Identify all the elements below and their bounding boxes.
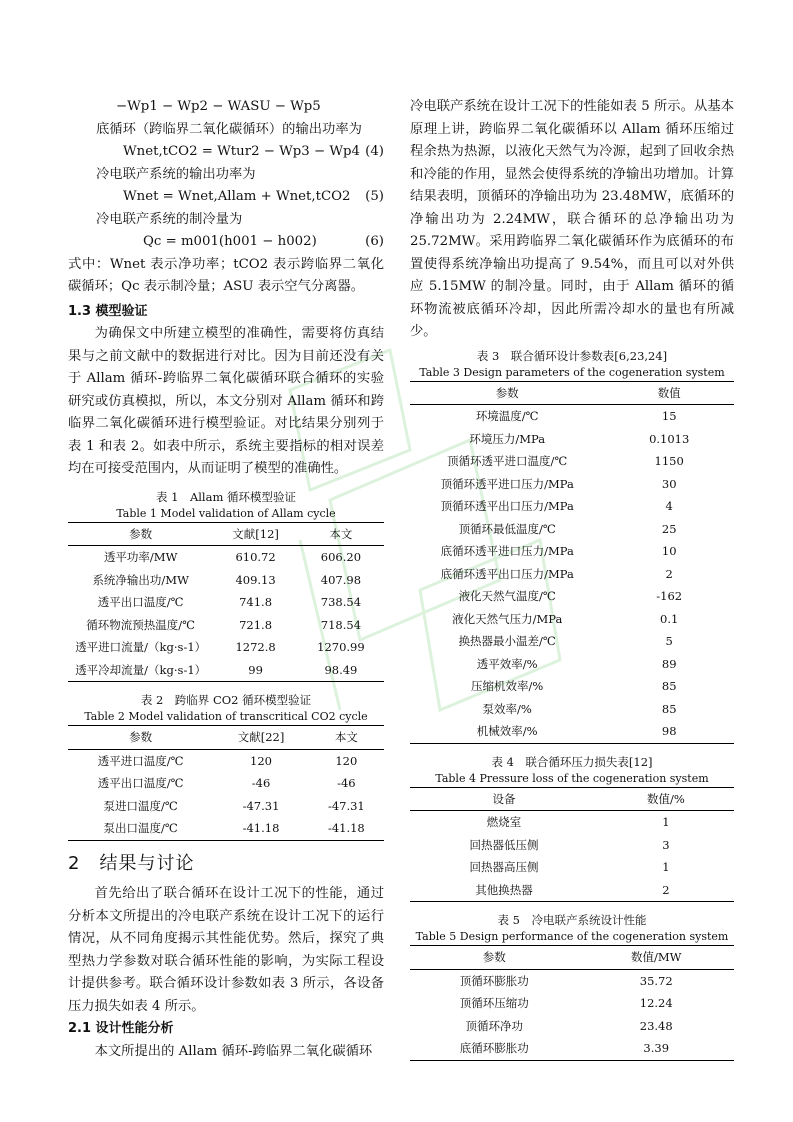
table-1-caption: 表 1 Allam 循环模型验证 xyxy=(155,489,297,504)
section-1-3-text: 为确保文中所建立模型的准确性，需要将仿真结果与之前文献中的数据进行对比。因为目前还没有关于 Allam 循环-跨临界二氧化碳循环联合循环的实验研究或仿真模拟，所以，本文分别对 Allam 循环和跨临界二氧化碳循环进行模型验证。对比结果分别列于表 1 和表 2。如表中所示，系统主要指标的相对误差均在可接受范围内，从而证明了模型的准确性。 xyxy=(68,326,384,476)
table-row: 燃烧室 1 xyxy=(486,815,670,829)
table-row: 液化天然气温度/℃ -162 xyxy=(458,589,683,603)
table-5 xyxy=(410,912,734,1061)
table-header-row: 参数 文献[22] 本文 xyxy=(68,726,384,750)
cogen-output-label: 冷电联产系统的输出功率为 xyxy=(96,166,256,182)
table-1 xyxy=(68,489,384,683)
table-row: 透平功率/MW 610.72 606.20 xyxy=(103,550,362,564)
cogen-cool-label: 冷电联产系统的制冷量为 xyxy=(96,211,243,227)
table-5-caption-en: Table 5 Design performance of the cogeneration system xyxy=(415,930,729,943)
table-header-row: 设备 数值/% xyxy=(410,787,734,811)
table-2-caption: 表 2 跨临界 CO2 循环模型验证 xyxy=(140,693,312,707)
table-header-row: 参数 数值/MW xyxy=(410,946,734,970)
table-row: 透平出口温度/℃ -46 -46 xyxy=(97,776,356,790)
table-row: 底循环透平出口压力/MPa 2 xyxy=(440,566,673,581)
table-row: 透平进口流量/（kg·s-1） 1272.8 1270.99 xyxy=(75,640,365,654)
table-2 xyxy=(68,692,384,841)
equation-5: Wnet = Wnet,Allam + Wnet,tCO2 (5) xyxy=(123,189,384,204)
table-row: 压缩机效率/% 85 xyxy=(471,679,677,693)
table-row: 透平效率/% 89 xyxy=(476,656,677,671)
table-3-grid xyxy=(410,381,734,744)
table-row: 液化天然气压力/MPa 0.1 xyxy=(452,611,679,626)
table-1-grid xyxy=(68,522,384,683)
table-row: 底循环透平进口压力/MPa 10 xyxy=(440,544,677,558)
table-row: 回热器高压侧 1 xyxy=(469,860,670,874)
table-3 xyxy=(410,348,734,744)
table-5-caption: 表 5 冷电联产系统设计性能 xyxy=(497,913,647,927)
table-row: 底循环膨胀功 3.39 xyxy=(410,1037,734,1060)
table-row: 顶循环透平进口压力/MPa 30 xyxy=(440,476,677,491)
section-1-3-title: 1.3 模型验证 xyxy=(68,303,148,319)
right-paragraph: 冷电联产系统在设计工况下的性能如表 5 所示。从基本原理上讲，跨临界二氧化碳循环以 Allam 循环压缩过程余热为热源，以液化天然气为冷源，起到了回收余热和冷能的作用，显然会使得系统的净输出功增加。计算结果表明，顶循环的净输出功为 23.48MW，底循环的净输出功为 2.24MW，联合循环的总净输出功为 25.72MW。采用跨临界二氧化碳循环作为底循环的布置使得系统净输出功提高了 9.54%，而且可以对外供应 5.15MW 的制冷量。同时，由于 Allam 循环的循环物流被底循环冷却，因此所需冷却水的量也有所减少。 xyxy=(410,99,734,339)
table-4-caption: 表 4 联合循环压力损失表[12] xyxy=(491,754,653,769)
table-row: 系统净输出功/MW 409.13 407.98 xyxy=(92,572,362,587)
table-row: 顶循环最低温度/℃ 25 xyxy=(458,521,677,536)
table-header-row: 参数 数值 xyxy=(410,381,734,405)
table-header-row: 参数 文献[12] 本文 xyxy=(68,522,384,546)
equation-6: Qc = m001(h001 − h002) (6) xyxy=(143,234,384,249)
table-row: 顶循环透平出口压力/MPa 4 xyxy=(440,499,673,513)
table-1-caption-en: Table 1 Model validation of Allam cycle xyxy=(116,506,336,520)
table-4-grid xyxy=(410,787,734,903)
table-4-caption-en: Table 4 Pressure loss of the cogeneration system xyxy=(435,771,709,785)
table-row: 顶循环膨胀功 35.72 xyxy=(459,973,673,988)
section-2-title: 2 结果与讨论 xyxy=(68,852,195,874)
bottom-cycle-label: 底循环（跨临界二氧化碳循环）的输出功率为 xyxy=(96,121,362,137)
where-text: 式中：Wnet 表示净功率；tCO2 表示跨临界二氧化碳循环；Qc 表示制冷量；ASU 表示空气分离器。 xyxy=(68,256,384,294)
table-5-grid xyxy=(410,945,734,1061)
table-row: 回热器低压侧 3 xyxy=(469,837,670,852)
table-3-caption: 表 3 联合循环设计参数表[6,23,24] xyxy=(476,348,668,363)
equation-4: Wnet,tCO2 = Wtur2 − Wp3 − Wp4 (4) xyxy=(123,144,384,159)
table-2-caption-en: Table 2 Model validation of transcritical CO2 cycle xyxy=(84,710,368,723)
table-row: 透平进口温度/℃ 120 120 xyxy=(97,753,358,768)
table-row: 泵进口温度/℃ -47.31 -47.31 xyxy=(103,798,365,813)
section-2-1-text: 本文所提出的 Allam 循环-跨临界二氧化碳循环 xyxy=(94,1043,373,1059)
table-3-caption-en: Table 3 Design parameters of the cogeneration system xyxy=(419,365,725,379)
right-column xyxy=(410,96,734,1067)
table-row: 机械效率/% 98 xyxy=(410,720,734,743)
section-2-1-title: 2.1 设计性能分析 xyxy=(68,1021,174,1036)
table-row: 环境温度/℃ 15 xyxy=(475,409,677,423)
table-row: 透平出口温度/℃ 741.8 738.54 xyxy=(97,595,362,609)
table-row: 顶循环透平进口温度/℃ 1150 xyxy=(447,454,684,468)
table-4 xyxy=(410,754,734,903)
table-row: 透平冷却流量/（kg·s-1） 99 98.49 xyxy=(68,659,384,682)
table-row: 循环物流预热温度/℃ 721.8 718.54 xyxy=(86,617,362,632)
table-row: 其他换热器 2 xyxy=(410,879,734,902)
table-row: 顶循环净功 23.48 xyxy=(465,1018,673,1033)
table-2-grid xyxy=(68,725,384,841)
table-row: 顶循环压缩功 12.24 xyxy=(459,996,673,1010)
left-column xyxy=(68,96,384,1063)
section-2-text: 首先给出了联合循环在设计工况下的性能，通过分析本文所提出的冷电联产系统在设计工况下的运行情况，从不同角度揭示其性能优势。然后，探究了典型热力学参数对联合循环性能的影响，为实际工程设计提供参考。联合循环设计参数如表 3 所示，各设备压力损失如表 4 所示。 xyxy=(68,886,384,1014)
table-row: 环境压力/MPa 0.1013 xyxy=(469,431,690,446)
table-row: 泵出口温度/℃ -41.18 -41.18 xyxy=(68,817,384,840)
table-row: 换热器最小温差/℃ 5 xyxy=(458,634,673,648)
equation-3-tail: −Wp1 − Wp2 − WASU − Wp5 xyxy=(116,99,321,114)
table-row: 泵效率/% 85 xyxy=(482,701,677,716)
